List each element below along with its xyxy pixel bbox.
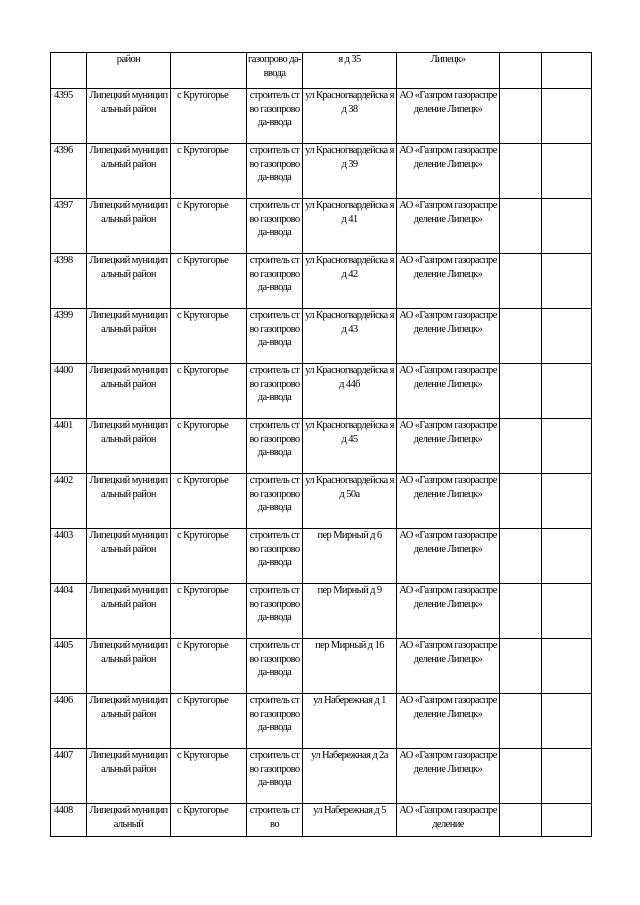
district-cell: Липецкий муниципальный район xyxy=(87,584,171,639)
address-cell: пер Мирный д 16 xyxy=(303,639,397,694)
row-number: 4400 xyxy=(51,364,87,419)
table-row xyxy=(51,419,592,474)
organization-cell: АО «Газпром газораспределение Липецк» xyxy=(397,89,500,144)
extra-cell-1 xyxy=(500,529,542,584)
row-number: 4399 xyxy=(51,309,87,364)
locality-cell: с Крутогорье xyxy=(171,199,247,254)
organization-cell: АО «Газпром газораспределение Липецк» xyxy=(397,584,500,639)
extra-cell-2 xyxy=(542,53,592,89)
work-type-cell: газопрово да-ввода xyxy=(247,53,303,89)
locality-cell: с Крутогорье xyxy=(171,804,247,837)
extra-cell-2 xyxy=(542,694,592,749)
table-row xyxy=(51,53,592,89)
district-cell: Липецкий муниципальный xyxy=(87,804,171,837)
gas-pipeline-table xyxy=(50,52,592,837)
table-row xyxy=(51,144,592,199)
row-number: 4406 xyxy=(51,694,87,749)
work-type-cell: строитель ство xyxy=(247,804,303,837)
row-number: 4408 xyxy=(51,804,87,837)
district-cell: Липецкий муниципальный район xyxy=(87,89,171,144)
address-cell: ул Набережная д 5 xyxy=(303,804,397,837)
work-type-cell: строитель ство газопрово да-ввода xyxy=(247,584,303,639)
address-cell: ул Набережная д 2а xyxy=(303,749,397,804)
extra-cell-1 xyxy=(500,199,542,254)
work-type-cell: строитель ство газопрово да-ввода xyxy=(247,639,303,694)
extra-cell-1 xyxy=(500,364,542,419)
work-type-cell: строитель ство газопрово да-ввода xyxy=(247,529,303,584)
extra-cell-2 xyxy=(542,364,592,419)
extra-cell-1 xyxy=(500,309,542,364)
row-number xyxy=(51,53,87,89)
district-cell: Липецкий муниципальный район xyxy=(87,364,171,419)
table-row xyxy=(51,639,592,694)
row-number: 4396 xyxy=(51,144,87,199)
district-cell: Липецкий муниципальный район xyxy=(87,199,171,254)
extra-cell-2 xyxy=(542,254,592,309)
locality-cell: с Крутогорье xyxy=(171,309,247,364)
extra-cell-2 xyxy=(542,89,592,144)
organization-cell: АО «Газпром газораспределение Липецк» xyxy=(397,254,500,309)
extra-cell-2 xyxy=(542,419,592,474)
table-row xyxy=(51,254,592,309)
district-cell: Липецкий муниципальный район xyxy=(87,694,171,749)
district-cell: Липецкий муниципальный район xyxy=(87,254,171,309)
extra-cell-2 xyxy=(542,309,592,364)
organization-cell: АО «Газпром газораспределение xyxy=(397,804,500,837)
address-cell: я д 35 xyxy=(303,53,397,89)
district-cell: Липецкий муниципальный район xyxy=(87,474,171,529)
locality-cell: с Крутогорье xyxy=(171,474,247,529)
work-type-cell: строитель ство газопрово да-ввода xyxy=(247,254,303,309)
table-row xyxy=(51,364,592,419)
locality-cell: с Крутогорье xyxy=(171,89,247,144)
extra-cell-1 xyxy=(500,749,542,804)
organization-cell: Липецк» xyxy=(397,53,500,89)
organization-cell: АО «Газпром газораспределение Липецк» xyxy=(397,749,500,804)
extra-cell-1 xyxy=(500,53,542,89)
work-type-cell: строитель ство газопрово да-ввода xyxy=(247,144,303,199)
locality-cell: с Крутогорье xyxy=(171,254,247,309)
table-row xyxy=(51,749,592,804)
locality-cell: с Крутогорье xyxy=(171,364,247,419)
work-type-cell: строитель ство газопрово да-ввода xyxy=(247,364,303,419)
extra-cell-2 xyxy=(542,529,592,584)
locality-cell: с Крутогорье xyxy=(171,584,247,639)
address-cell: ул Красногвардейска я д 50а xyxy=(303,474,397,529)
extra-cell-1 xyxy=(500,254,542,309)
row-number: 4403 xyxy=(51,529,87,584)
organization-cell: АО «Газпром газораспределение Липецк» xyxy=(397,639,500,694)
district-cell: Липецкий муниципальный район xyxy=(87,529,171,584)
locality-cell: с Крутогорье xyxy=(171,144,247,199)
table-row xyxy=(51,309,592,364)
extra-cell-1 xyxy=(500,89,542,144)
district-cell: Липецкий муниципальный район xyxy=(87,639,171,694)
locality-cell xyxy=(171,53,247,89)
address-cell: ул Красногвардейска я д 44б xyxy=(303,364,397,419)
table-row xyxy=(51,804,592,837)
address-cell: пер Мирный д 6 xyxy=(303,529,397,584)
address-cell: ул Красногвардейска я д 38 xyxy=(303,89,397,144)
table-row xyxy=(51,199,592,254)
extra-cell-1 xyxy=(500,694,542,749)
locality-cell: с Крутогорье xyxy=(171,529,247,584)
extra-cell-1 xyxy=(500,419,542,474)
extra-cell-1 xyxy=(500,474,542,529)
organization-cell: АО «Газпром газораспределение Липецк» xyxy=(397,199,500,254)
locality-cell: с Крутогорье xyxy=(171,419,247,474)
row-number: 4401 xyxy=(51,419,87,474)
row-number: 4404 xyxy=(51,584,87,639)
work-type-cell: строитель ство газопрово да-ввода xyxy=(247,419,303,474)
row-number: 4407 xyxy=(51,749,87,804)
extra-cell-1 xyxy=(500,804,542,837)
extra-cell-2 xyxy=(542,199,592,254)
organization-cell: АО «Газпром газораспределение Липецк» xyxy=(397,529,500,584)
locality-cell: с Крутогорье xyxy=(171,639,247,694)
organization-cell: АО «Газпром газораспределение Липецк» xyxy=(397,309,500,364)
row-number: 4395 xyxy=(51,89,87,144)
extra-cell-1 xyxy=(500,144,542,199)
organization-cell: АО «Газпром газораспределение Липецк» xyxy=(397,364,500,419)
row-number: 4402 xyxy=(51,474,87,529)
extra-cell-2 xyxy=(542,144,592,199)
table-row xyxy=(51,474,592,529)
work-type-cell: строитель ство газопрово да-ввода xyxy=(247,694,303,749)
extra-cell-2 xyxy=(542,639,592,694)
extra-cell-2 xyxy=(542,584,592,639)
district-cell: Липецкий муниципальный район xyxy=(87,749,171,804)
table-row xyxy=(51,584,592,639)
extra-cell-1 xyxy=(500,639,542,694)
extra-cell-2 xyxy=(542,749,592,804)
locality-cell: с Крутогорье xyxy=(171,694,247,749)
table-body xyxy=(51,53,592,837)
district-cell: район xyxy=(87,53,171,89)
address-cell: ул Красногвардейска я д 43 xyxy=(303,309,397,364)
extra-cell-2 xyxy=(542,804,592,837)
organization-cell: АО «Газпром газораспределение Липецк» xyxy=(397,144,500,199)
address-cell: ул Красногвардейска я д 39 xyxy=(303,144,397,199)
table-row xyxy=(51,529,592,584)
work-type-cell: строитель ство газопрово да-ввода xyxy=(247,199,303,254)
row-number: 4398 xyxy=(51,254,87,309)
row-number: 4397 xyxy=(51,199,87,254)
district-cell: Липецкий муниципальный район xyxy=(87,144,171,199)
address-cell: ул Красногвардейска я д 41 xyxy=(303,199,397,254)
locality-cell: с Крутогорье xyxy=(171,749,247,804)
table-row xyxy=(51,694,592,749)
extra-cell-2 xyxy=(542,474,592,529)
work-type-cell: строитель ство газопрово да-ввода xyxy=(247,309,303,364)
table-row xyxy=(51,89,592,144)
address-cell: пер Мирный д 9 xyxy=(303,584,397,639)
row-number: 4405 xyxy=(51,639,87,694)
district-cell: Липецкий муниципальный район xyxy=(87,419,171,474)
extra-cell-1 xyxy=(500,584,542,639)
work-type-cell: строитель ство газопрово да-ввода xyxy=(247,749,303,804)
district-cell: Липецкий муниципальный район xyxy=(87,309,171,364)
address-cell: ул Красногвардейска я д 45 xyxy=(303,419,397,474)
organization-cell: АО «Газпром газораспределение Липецк» xyxy=(397,474,500,529)
address-cell: ул Красногвардейска я д 42 xyxy=(303,254,397,309)
organization-cell: АО «Газпром газораспределение Липецк» xyxy=(397,419,500,474)
address-cell: ул Набережная д 1 xyxy=(303,694,397,749)
work-type-cell: строитель ство газопрово да-ввода xyxy=(247,89,303,144)
work-type-cell: строитель ство газопрово да-ввода xyxy=(247,474,303,529)
organization-cell: АО «Газпром газораспределение Липецк» xyxy=(397,694,500,749)
